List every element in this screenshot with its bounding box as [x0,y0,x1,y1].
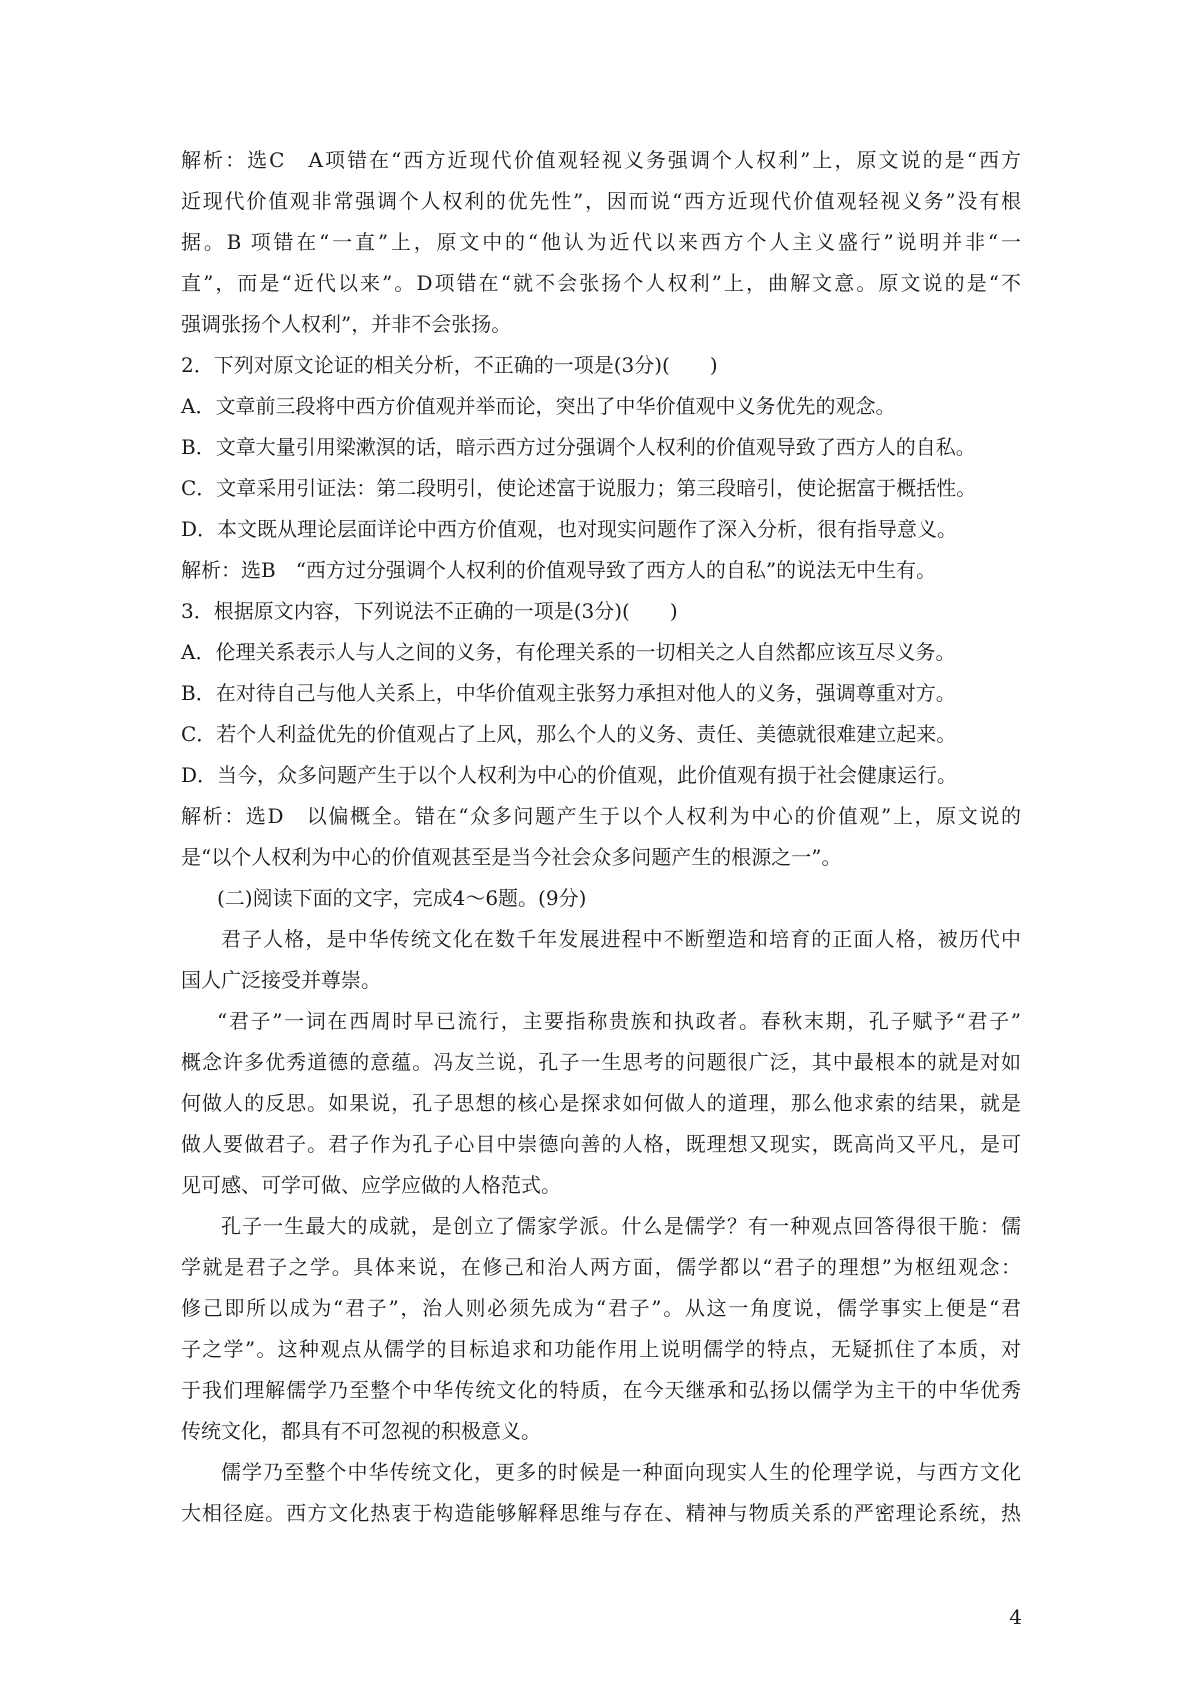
paragraph-line: 君子人格，是中华传统文化在数千年发展进程中不断塑造和培育的正面人格，被历代中 [221,927,1021,951]
analysis-2: 解析：选B “西方过分强调个人权利的价值观导致了西方人的自私”的说法无中生有。 [181,558,937,582]
section-heading: (二)阅读下面的文字，完成4～6题。(9分) [217,886,587,910]
page-number: 4 [1009,1605,1022,1629]
page-content [181,140,1021,1534]
text-line: 解析：选C A项错在“西方近现代价值观轻视义务强调个人权利”上，原文说的是“西方 [181,148,1021,172]
text-line: 近现代价值观非常强调个人权利的优先性”，因而说“西方近现代价值观轻视义务”没有根 [181,189,1021,213]
option-b: B．在对待自己与他人关系上，中华价值观主张努力承担对他人的义务，强调尊重对方。 [181,681,956,705]
paragraph-line: 于我们理解儒学乃至整个中华传统文化的特质，在今天继承和弘扬以儒学为主干的中华优秀 [181,1378,1021,1402]
option-d: D．当今，众多问题产生于以个人权利为中心的价值观，此价值观有损于社会健康运行。 [181,763,958,787]
option-c: C．若个人利益优先的价值观占了上风，那么个人的义务、责任、美德就很难建立起来。 [181,722,957,746]
paragraph-line: 儒学乃至整个中华传统文化，更多的时候是一种面向现实人生的伦理学说，与西方文化 [221,1460,1021,1484]
paragraph-line: 概念许多优秀道德的意蕴。冯友兰说，孔子一生思考的问题很广泛，其中最根本的就是对如 [181,1050,1021,1074]
paragraph-line: 大相径庭。西方文化热衷于构造能够解释思维与存在、精神与物质关系的严密理论系统，热 [181,1501,1021,1525]
paragraph-line: 孔子一生最大的成就，是创立了儒家学派。什么是儒学？有一种观点回答得很干脆：儒 [221,1214,1021,1238]
option-d: D．本文既从理论层面详论中西方价值观，也对现实问题作了深入分析，很有指导意义。 [181,517,958,541]
text-line: 直”，而是“近代以来”。D项错在“就不会张扬个人权利”上，曲解文意。原文说的是“不 [181,271,1021,295]
paragraph-line: 子之学”。这种观点从儒学的目标追求和功能作用上说明儒学的特点，无疑抓住了本质，对 [181,1337,1021,1361]
paragraph-line: 国人广泛接受并尊崇。 [181,968,381,992]
text-line: 据。B 项错在“一直”上，原文中的“他认为近代以来西方个人主义盛行”说明并非“一 [181,230,1021,254]
paragraph-line: 何做人的反思。如果说，孔子思想的核心是探求如何做人的道理，那么他求索的结果，就是 [181,1091,1021,1115]
paragraph-line: 学就是君子之学。具体来说，在修己和治人两方面，儒学都以“君子的理想”为枢纽观念： [181,1255,1021,1279]
paragraph-line: 传统文化，都具有不可忽视的积极意义。 [181,1419,541,1443]
paragraph-line: 做人要做君子。君子作为孔子心目中崇德向善的人格，既理想又现实，既高尚又平凡，是可 [181,1132,1021,1156]
option-b: B．文章大量引用梁漱溟的话，暗示西方过分强调个人权利的价值观导致了西方人的自私。 [181,435,976,459]
option-c: C．文章采用引证法：第二段明引，使论述富于说服力；第三段暗引，使论据富于概括性。 [181,476,977,500]
paragraph-line: 见可感、可学可做、应学应做的人格范式。 [181,1173,561,1197]
paragraph-line: “君子”一词在西周时早已流行，主要指称贵族和执政者。春秋末期，孔子赋予“君子” [217,1009,1021,1033]
option-a: A．伦理关系表示人与人之间的义务，有伦理关系的一切相关之人自然都应该互尽义务。 [181,640,956,664]
question-3: 3．根据原文内容，下列说法不正确的一项是(3分)( ) [181,599,678,623]
analysis-3: 解析：选D 以偏概全。错在“众多问题产生于以个人权利为中心的价值观”上，原文说的 [181,804,1021,828]
paragraph-line: 修己即所以成为“君子”，治人则必须先成为“君子”。从这一角度说，儒学事实上便是“君 [181,1296,1021,1320]
option-a: A．文章前三段将中西方价值观并举而论，突出了中华价值观中义务优先的观念。 [181,394,896,418]
question-2: 2．下列对原文论证的相关分析，不正确的一项是(3分)( ) [181,353,718,377]
text-line: 强调张扬个人权利”，并非不会张扬。 [181,312,512,336]
text-line: 是“以个人权利为中心的价值观甚至是当今社会众多问题产生的根源之一”。 [181,845,842,869]
